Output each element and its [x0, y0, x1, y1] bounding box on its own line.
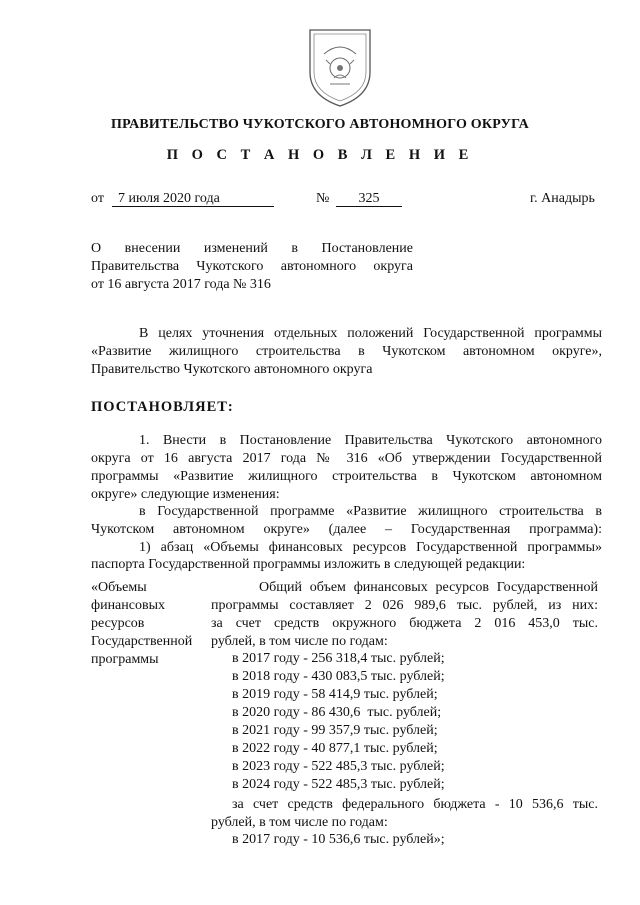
date-field — [112, 191, 274, 207]
date-value: 7 июля 2020 года — [112, 192, 274, 207]
number-value: 325 — [336, 192, 402, 207]
table-left-line: программы — [91, 652, 159, 667]
body-line: в Государственной программе «Развитие жилищного строительства в — [139, 504, 602, 519]
year-amount-line: в 2019 году - 58 414,9 тыс. рублей; — [232, 687, 438, 702]
organization-title: ПРАВИТЕЛЬСТВО ЧУКОТСКОГО АВТОНОМНОГО ОКРУГА — [111, 117, 529, 132]
subject-line: О внесении изменений в Постановление — [91, 241, 413, 256]
city: г. Анадырь — [530, 191, 595, 206]
number-label: № — [316, 191, 330, 206]
subject-block — [91, 240, 413, 294]
date-label: от — [91, 191, 104, 206]
body-line: Чукотском автономном округе» (далее – Государственная программа): — [91, 522, 602, 537]
table-right-line: Общий объем финансовых ресурсов Государственной — [259, 580, 598, 595]
year-amount-line: в 2020 году - 86 430,6 тыс. рублей; — [232, 705, 442, 720]
body-line: паспорта Государственной программы изложить в следующей редакции: — [91, 557, 526, 572]
table-right-line: программы составляет 2 026 989,6 тыс. рублей, из них: — [211, 598, 598, 613]
document-type-title: П О С Т А Н О В Л Е Н И Е — [166, 147, 474, 163]
year-amount-line: в 2017 году - 256 318,4 тыс. рублей; — [232, 651, 445, 666]
body-line: округе» следующие изменения: — [91, 487, 280, 502]
table-right-line: рублей, в том числе по годам: — [211, 634, 388, 649]
year-amount-line: в 2023 году - 522 485,3 тыс. рублей; — [232, 759, 445, 774]
year-amount-line: в 2021 году - 99 357,9 тыс. рублей; — [232, 723, 438, 738]
year-amount-line: в 2022 году - 40 877,1 тыс. рублей; — [232, 741, 438, 756]
table-right-line: за счет средств федерального бюджета - 10 536,6 тыс. — [232, 797, 598, 812]
body-line: 1. Внести в Постановление Правительства Чукотского автономного — [139, 433, 602, 448]
coat-of-arms-emblem — [304, 24, 376, 110]
table-right-line: за счет средств окружного бюджета 2 016 453,0 тыс. — [211, 616, 598, 631]
body-line: округа от 16 августа 2017 года № 316 «Об утверждении Государственной — [91, 451, 602, 466]
preamble-line: В целях уточнения отдельных положений Государственной программы — [139, 326, 602, 341]
year-amount-line: в 2024 году - 522 485,3 тыс. рублей; — [232, 777, 445, 792]
table-left-line: «Объемы — [91, 580, 147, 595]
year-amount-line: в 2018 году - 430 083,5 тыс. рублей; — [232, 669, 445, 684]
number-field — [336, 191, 402, 207]
preamble-line: Правительство Чукотского автономного округа — [91, 362, 373, 377]
table-left-line: Государственной — [91, 634, 193, 649]
table-left-line: финансовых — [91, 598, 165, 613]
table-left-line: ресурсов — [91, 616, 145, 631]
body-line: программы «Развитие жилищного строительства в Чукотском автономном — [91, 469, 602, 484]
resolves-heading: ПОСТАНОВЛЯЕТ: — [91, 399, 234, 415]
subject-line: Правительства Чукотского автономного округа — [91, 259, 413, 274]
preamble-line: «Развитие жилищного строительства в Чукотском автономном округе», — [91, 344, 602, 359]
year-amount-line: в 2017 году - 10 536,6 тыс. рублей»; — [232, 832, 445, 847]
table-right-line: рублей, в том числе по годам: — [211, 815, 388, 830]
subject-line: от 16 августа 2017 года № 316 — [91, 277, 271, 292]
body-line: 1) абзац «Объемы финансовых ресурсов Государственной программы» — [139, 540, 602, 555]
